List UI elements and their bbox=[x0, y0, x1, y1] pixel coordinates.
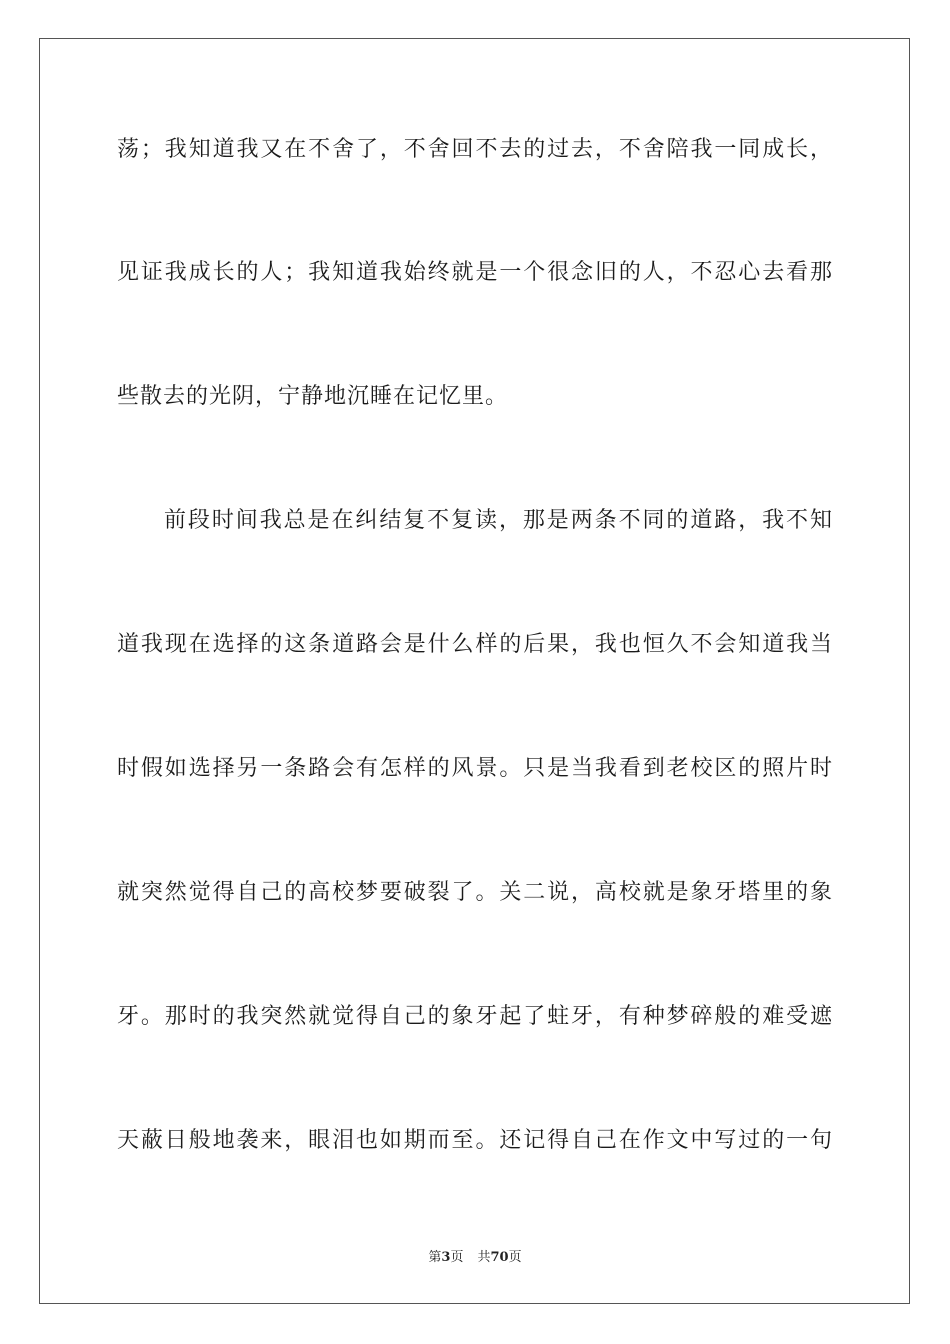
text-line-5: 道我现在选择的这条道路会是什么样的后果，我也恒久不会知道我当 bbox=[117, 632, 833, 657]
page-footer bbox=[0, 1246, 950, 1265]
text-line-7: 就突然觉得自己的高校梦要破裂了。关二说，高校就是象牙塔里的象 bbox=[117, 880, 833, 905]
text-line-2: 见证我成长的人；我知道我始终就是一个很念旧的人，不忍心去看那 bbox=[117, 260, 833, 285]
page-frame bbox=[39, 38, 910, 1304]
text-line-8: 牙。那时的我突然就觉得自己的象牙起了蛀牙，有种梦碎般的难受遮 bbox=[117, 1004, 833, 1029]
total-suffix: 页 bbox=[508, 1250, 522, 1265]
page-prefix: 第 bbox=[428, 1250, 442, 1265]
text-line-9: 天蔽日般地袭来，眼泪也如期而至。还记得自己在作文中写过的一句 bbox=[117, 1128, 833, 1153]
page-number: 3 bbox=[441, 1250, 451, 1265]
total-prefix: 共 bbox=[477, 1250, 491, 1265]
text-line-1: 荡；我知道我又在不舍了，不舍回不去的过去，不舍陪我一同成长， bbox=[117, 137, 833, 162]
text-line-3: 些散去的光阴，宁静地沉睡在记忆里。 bbox=[117, 384, 509, 409]
text-line-6: 时假如选择另一条路会有怎样的风景。只是当我看到老校区的照片时 bbox=[117, 756, 833, 781]
page-suffix: 页 bbox=[450, 1250, 464, 1265]
text-line-4: 前段时间我总是在纠结复不复读，那是两条不同的道路，我不知 bbox=[164, 508, 833, 533]
total-pages: 70 bbox=[490, 1250, 509, 1265]
